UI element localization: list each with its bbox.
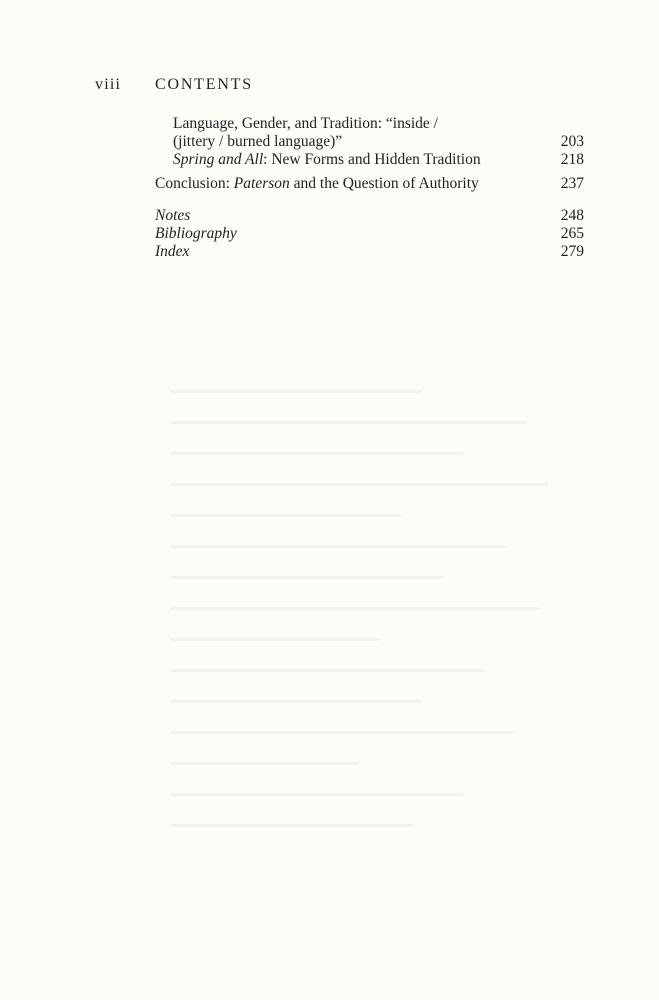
toc-entry-bibliography	[155, 225, 584, 243]
page-number-roman: viii	[95, 76, 122, 93]
toc-entry-page: 248	[560, 207, 584, 224]
toc-entry-title-prefix: Conclusion:	[155, 175, 234, 192]
toc-entry-notes	[155, 207, 584, 225]
toc-entry-title-rest: and the Question of Authority	[289, 175, 479, 192]
toc-entry-title-italic: Paterson	[233, 175, 290, 192]
table-of-contents	[155, 115, 584, 261]
toc-entry-conclusion	[155, 175, 584, 193]
toc-entry-title-italic: Spring and All	[173, 151, 264, 168]
toc-entry-page: 203	[560, 133, 584, 150]
toc-entry-title: Index	[155, 243, 190, 260]
toc-entry-title-line1: Language, Gender, and Tradition: “inside /	[173, 115, 438, 132]
toc-entry-page: 265	[560, 225, 584, 242]
toc-entry-title-rest: : New Forms and Hidden Tradition	[263, 151, 481, 168]
toc-entry-index	[155, 243, 584, 261]
toc-entry-page: 218	[560, 151, 584, 168]
toc-entry-title: Notes	[155, 207, 191, 224]
show-through-texture	[170, 390, 590, 950]
toc-entry-page: 279	[560, 243, 584, 260]
toc-entry-title	[155, 175, 538, 193]
toc-entry-language-gender-tradition	[155, 115, 584, 151]
toc-entry-title	[173, 151, 538, 169]
toc-entry-title-line2: (jittery / burned language)”	[173, 133, 343, 150]
toc-entry-spring-and-all	[155, 151, 584, 169]
running-title: CONTENTS	[155, 76, 253, 93]
page-header	[95, 76, 253, 94]
toc-entry-title: Bibliography	[155, 225, 237, 242]
toc-entry-page: 237	[560, 175, 584, 192]
